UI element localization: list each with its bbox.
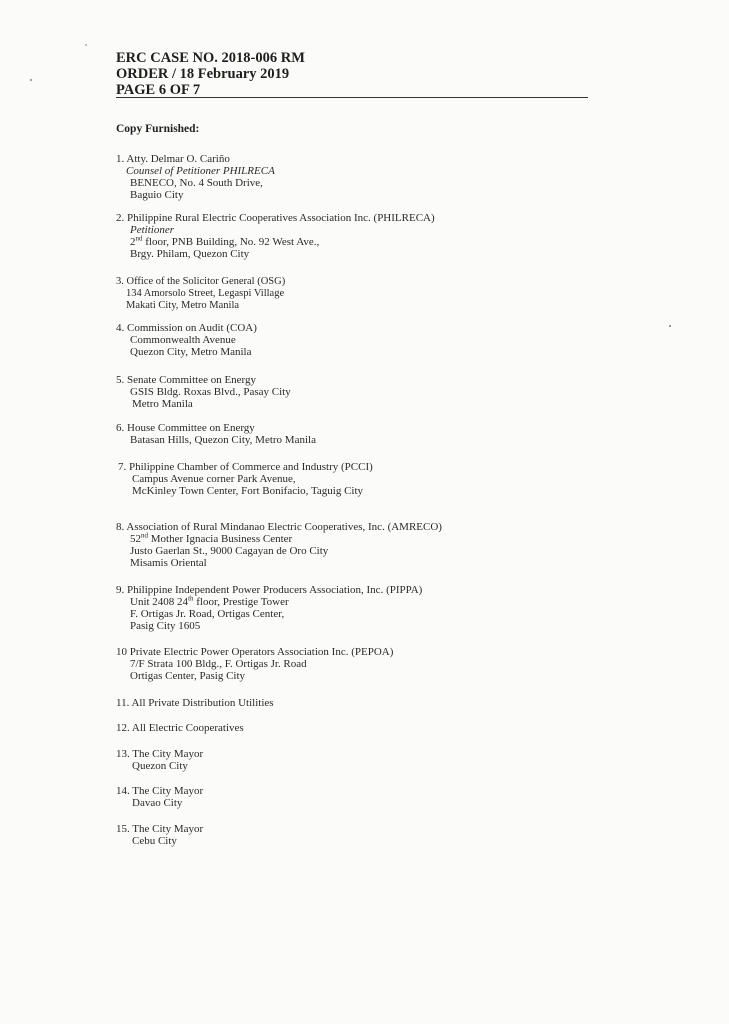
entry-14-line-2: Davao City — [132, 797, 183, 809]
entry-2-line-2: Petitioner — [130, 224, 174, 236]
section-title: Copy Furnished: — [116, 123, 200, 135]
entry-1-line-2: Counsel of Petitioner PHILRECA — [126, 165, 275, 177]
entry-6-line-2: Batasan Hills, Quezon City, Metro Manila — [130, 434, 316, 446]
entry-9-line-2: Unit 2408 24th floor, Prestige Tower — [130, 594, 289, 608]
entry-3-line-3: Makati City, Metro Manila — [126, 300, 240, 311]
entry-7-line-2: Campus Avenue corner Park Avenue, — [132, 473, 296, 485]
entry-8-line-3: Justo Gaerlan St., 9000 Cagayan de Oro City — [130, 545, 329, 557]
entry-7-line-3: McKinley Town Center, Fort Bonifacio, Taguig City — [132, 485, 364, 497]
scan-speck — [85, 44, 87, 46]
entry-2-line-4: Brgy. Philam, Quezon City — [130, 248, 250, 260]
order-date: ORDER / 18 February 2019 — [116, 66, 290, 82]
page-number: PAGE 6 OF 7 — [116, 82, 201, 98]
entry-7-line-1: 7. Philippine Chamber of Commerce and Industry (PCCI) — [118, 461, 373, 473]
entry-9-line-3: F. Ortigas Jr. Road, Ortigas Center, — [130, 608, 285, 620]
header-rule — [116, 97, 588, 98]
scan-speck — [669, 325, 671, 327]
entry-6-line-1: 6. House Committee on Energy — [116, 422, 255, 434]
entry-1-line-4: Baguio City — [130, 189, 184, 201]
entry-8-line-4: Misamis Oriental — [130, 557, 207, 569]
entry-12-line-1: 12. All Electric Cooperatives — [116, 722, 244, 734]
entry-8-line-1: 8. Association of Rural Mindanao Electric Cooperatives, Inc. (AMRECO) — [116, 521, 442, 533]
entry-2-line-3: 2nd floor, PNB Building, No. 92 West Ave., — [130, 234, 320, 248]
entry-9-line-1: 9. Philippine Independent Power Producers Association, Inc. (PIPPA) — [116, 584, 423, 596]
entry-4-line-1: 4. Commission on Audit (COA) — [116, 322, 257, 334]
entry-4-line-3: Quezon City, Metro Manila — [130, 346, 252, 358]
entry-15-line-1: 15. The City Mayor — [116, 823, 204, 835]
entry-2-line-1: 2. Philippine Rural Electric Cooperatives Association Inc. (PHILRECA) — [116, 212, 435, 224]
entry-5-line-3: Metro Manila — [132, 398, 193, 410]
scan-speck — [30, 79, 32, 81]
entry-1-line-1: 1. Atty. Delmar O. Cariño — [116, 153, 230, 165]
entry-13-line-1: 13. The City Mayor — [116, 748, 204, 760]
entry-3-line-2: 134 Amorsolo Street, Legaspi Village — [126, 288, 285, 299]
entry-9-line-4: Pasig City 1605 — [130, 620, 201, 632]
case-number: ERC CASE NO. 2018-006 RM — [116, 50, 305, 66]
entry-3-line-1: 3. Office of the Solicitor General (OSG) — [116, 276, 286, 287]
entry-11-line-1: 11. All Private Distribution Utilities — [116, 697, 274, 709]
entry-10-line-2: 7/F Strata 100 Bldg., F. Ortigas Jr. Road — [130, 658, 307, 670]
entry-8-line-2: 52nd Mother Ignacia Business Center — [130, 531, 293, 545]
entry-15-line-2: Cebu City — [132, 835, 177, 847]
entry-10-line-3: Ortigas Center, Pasig City — [130, 670, 246, 682]
entry-5-line-1: 5. Senate Committee on Energy — [116, 374, 257, 386]
entry-14-line-1: 14. The City Mayor — [116, 785, 204, 797]
entry-5-line-2: GSIS Bldg. Roxas Blvd., Pasay City — [130, 386, 291, 398]
entry-4-line-2: Commonwealth Avenue — [130, 334, 236, 346]
page-header — [116, 50, 588, 98]
entry-1-line-3: BENECO, No. 4 South Drive, — [130, 177, 263, 189]
entry-13-line-2: Quezon City — [132, 760, 188, 772]
entry-10-line-1: 10 Private Electric Power Operators Association Inc. (PEPOA) — [116, 646, 394, 658]
